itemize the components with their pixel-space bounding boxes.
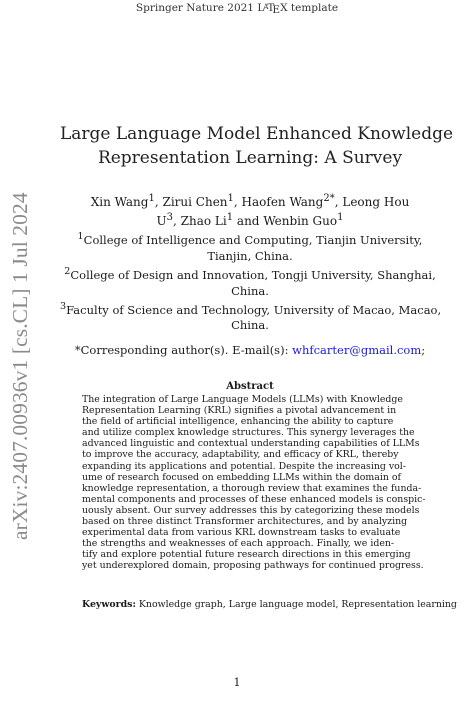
author-name: Haofen Wang: [241, 195, 324, 209]
title-line: Large Language Model Enhanced Knowledge: [60, 124, 454, 144]
abstract-line: ume of research focused on embedding LLMs within the domain of: [82, 471, 401, 483]
affiliation-line: $^3$Faculty of Science and Technology, University of Macao, Macao,: [60, 300, 442, 317]
abstract-line: tify and explore potential future research directions in this emerging: [82, 549, 411, 561]
abstract-line: advanced linguistic and contextual understanding capabilities of LLMs: [82, 438, 420, 450]
header-suffix: template: [290, 2, 339, 14]
keywords-text: Knowledge graph, Large language model, Representation learning: [138, 599, 457, 610]
abstract-body: [82, 394, 426, 572]
abstract-line: knowledge representation, a thorough review that examines the funda-: [82, 482, 422, 494]
affiliation-line: $^2$College of Design and Innovation, Tongji University, Shanghai,: [64, 265, 436, 282]
affiliation-line: Tianjin, China.: [207, 248, 293, 263]
abstract-line: The integration of Large Language Models (LLMs) with Knowledge: [82, 394, 403, 405]
abstract-line: yet underexplored domain, proposing pathways for continued progress.: [82, 560, 424, 572]
abstract-line: based on three distinct Transformer architectures, and by analyzing: [82, 516, 408, 528]
affiliation-line: China.: [231, 283, 269, 298]
corresponding-label: *Corresponding author(s). E-mail(s):: [74, 343, 289, 357]
abstract-heading: Abstract: [226, 381, 274, 392]
author-name: Leong Hou: [342, 195, 410, 209]
abstract-line: uously absent. Our survey addresses this by categorizing these models: [82, 504, 420, 516]
corresponding-author: *Corresponding author(s). E-mail(s): whfcarter@gmail.com;: [74, 343, 426, 357]
author-name: Wenbin Guo: [263, 214, 338, 228]
author-list: [80, 191, 420, 229]
abstract-line: the strengths and weaknesses of each approach. Finally, we iden-: [82, 538, 395, 550]
affiliation-line: $^1$College of Intelligence and Computing, Tianjin University,: [77, 231, 423, 247]
abstract-line: Representation Learning (KRL) signifies a pivotal advancement in: [82, 405, 397, 417]
author-line: Xin Wang$^1$, Zirui Chen$^1$, Haofen Wang$^{2*}$, Leong Hou: [90, 193, 410, 209]
author-name: U: [156, 214, 167, 228]
author-line: $U^3$, Zhao Li$^1$ and Wenbin Guo$^1$: [156, 212, 344, 228]
keywords-label: Keywords:: [82, 599, 136, 610]
page-number: 1: [233, 676, 241, 689]
author-name: Zhao Li: [180, 214, 227, 228]
abstract-line: expanding its applications and potential. Despite the increasing vol-: [82, 460, 406, 472]
latex-logo: $L^AT_EX$: [257, 2, 288, 16]
email-link[interactable]: whfcarter@gmail.com: [292, 343, 422, 357]
running-header: [0, 2, 474, 16]
header-prefix: Springer Nature 2021: [135, 2, 254, 14]
author-name: Zirui Chen: [162, 195, 228, 209]
abstract-line: experimental data from various KRL downstream tasks to evaluate: [82, 527, 401, 539]
abstract-line: mental components and processes of these enhanced models is conspic-: [82, 493, 426, 505]
abstract-line: and utilize complex knowledge structures. This synergy leverages the: [82, 427, 415, 439]
paper-title: [60, 122, 454, 170]
title-line: Representation Learning: A Survey: [97, 148, 403, 168]
arxiv-stamp: arXiv:2407.00936v1 [cs.CL] 1 Jul 2024: [8, 192, 32, 540]
author-name: Xin Wang: [90, 195, 149, 209]
abstract-line: to improve the accuracy, adaptability, and efficacy of KRL, thereby: [82, 449, 399, 461]
affiliations: [60, 229, 440, 333]
keywords: [82, 599, 457, 610]
abstract-line: the field of artificial intelligence, enhancing the ability to capture: [82, 416, 394, 428]
affiliation-line: China.: [231, 318, 269, 333]
